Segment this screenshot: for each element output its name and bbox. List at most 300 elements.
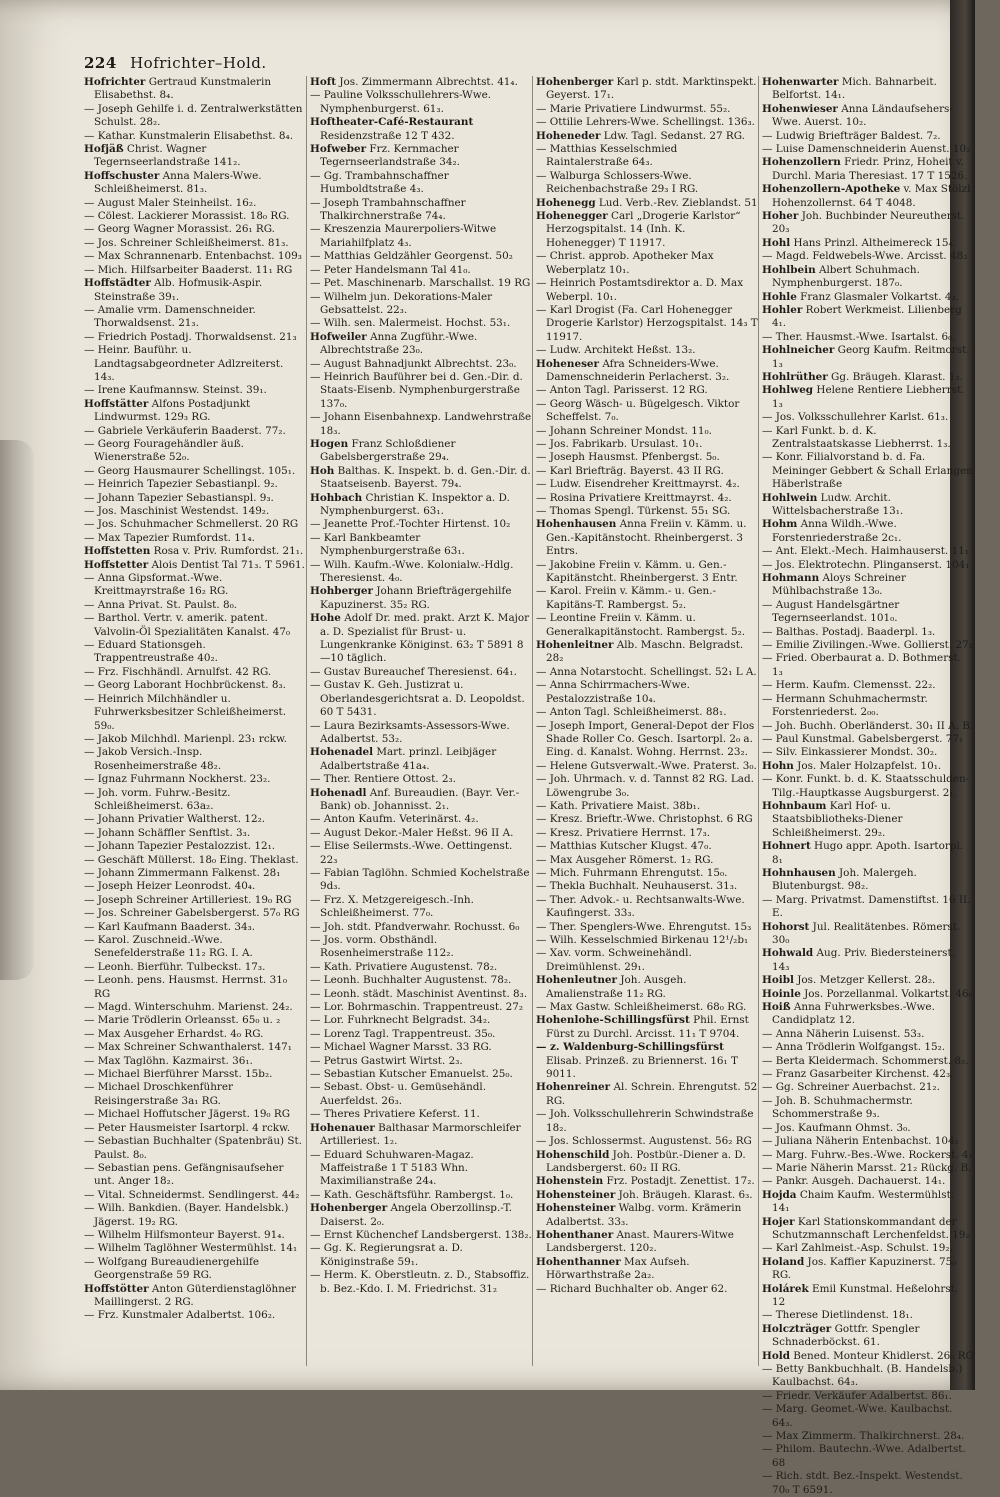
- entry-text: — Joh. vorm. Fuhrw.-Besitz. Schleißheimerst. 63a₂.: [84, 786, 231, 812]
- entry-text: Johann Briefträgergehilfe Kapuzinerst. 35₂ RG.: [320, 585, 512, 611]
- entry-surname: Hohenegg: [536, 196, 596, 209]
- directory-entry: [84, 813, 306, 826]
- entry-text: — Lor. Fuhrknecht Belgradst. 34₂.: [310, 1014, 491, 1027]
- entry-text: Hans Prinzl. Altheimereck 15₄.: [790, 236, 956, 249]
- entry-text: Angela Oberzollinsp.-T. Daiserst. 2₀.: [320, 1202, 513, 1228]
- directory-entry: [762, 411, 974, 424]
- entry-surname: Hohensteiner: [536, 1202, 616, 1215]
- entry-text: Emil Kunstmal. Heßelohrst. 12: [772, 1282, 959, 1308]
- entry-text: — Barthol. Vertr. v. amerik. patent. Valvolin-Öl Spezialitäten Kanalst. 47₀: [84, 612, 291, 638]
- directory-entry: [84, 1001, 306, 1014]
- entry-text: — Geschäft Müllerst. 18₀ Eing. Theklast.: [84, 853, 299, 866]
- entry-text: Alb. Hofmusik-Aspir. Steinstraße 39₁.: [94, 277, 263, 303]
- entry-text: — Marg. Fuhrw.-Bes.-Wwe. Rockerst. 4₃: [762, 1148, 973, 1161]
- directory-entry: [310, 559, 532, 586]
- entry-text: — Eduard Schuhwaren-Magaz. Maffeistraße 1 T 5183 Whn. Maximilianstraße 24₄.: [310, 1148, 474, 1188]
- directory-entry: [310, 532, 532, 559]
- directory-entry: [536, 612, 758, 639]
- entry-text: Jos. Maler Holzapfelst. 10₁.: [793, 759, 942, 772]
- directory-entry: [762, 840, 974, 867]
- directory-entry: [310, 1202, 532, 1229]
- directory-column-3: [536, 76, 758, 1376]
- directory-entry: [762, 1028, 974, 1041]
- entry-text: — Wilh. sen. Malermeist. Hochst. 53₁.: [310, 317, 511, 330]
- entry-text: — Wilh. Bankdien. (Bayer. Handelsbk.) Jägerst. 19₂ RG.: [84, 1202, 289, 1228]
- directory-column-4: [762, 76, 974, 1496]
- directory-entry: [310, 974, 532, 987]
- entry-surname: Hoftheater-Café-Restaurant: [310, 116, 474, 129]
- directory-entry: [536, 1108, 758, 1135]
- entry-text: Phil. Ernst Fürst zu Durchl. Arcisst. 11₁ T 9704.: [546, 1014, 749, 1040]
- directory-entry: [310, 1001, 532, 1014]
- entry-text: — Jos. Kaufmann Ohmst. 3₀.: [762, 1121, 911, 1134]
- entry-text: — Peter Handelsmann Tal 41₀.: [310, 263, 471, 276]
- entry-text: Hugo appr. Apoth. Isartorpl. 8₁: [772, 840, 964, 866]
- entry-text: Robert Werkmeist. Lilienberg 4₁.: [772, 303, 962, 330]
- entry-text: — Jos. Volksschullehrer Karlst. 61₃.: [762, 411, 949, 424]
- directory-entry: [84, 170, 306, 197]
- entry-text: — Irene Kaufmannsw. Steinst. 39₁.: [84, 384, 267, 397]
- entry-text: — Anton Kaufm. Veterinärst. 4₂.: [310, 813, 479, 826]
- directory-entry: [762, 425, 974, 452]
- entry-text: — Fried. Oberbaurat a. D. Bothmerst. 1₃: [762, 652, 961, 678]
- entry-text: v. Max Stölzl Hohenzollernst. 64 T 4048.: [772, 183, 971, 209]
- entry-surname: Hohenadl: [310, 786, 367, 799]
- entry-text: Joh. Malergeh. Blutenburgst. 98₂.: [772, 866, 917, 893]
- entry-text: — Joseph Schreiner Artilleriest. 19₀ RG: [84, 893, 292, 906]
- directory-entry: [84, 237, 306, 250]
- entry-text: Joh. Bräugeh. Klarast. 6₃.: [615, 1188, 753, 1201]
- directory-entry: [762, 331, 974, 344]
- directory-entry: [762, 1430, 974, 1443]
- entry-text: — Jos. Schlossermst. Augustenst. 56₂ RG: [536, 1135, 752, 1148]
- entry-text: — Kath. Geschäftsführ. Rambergst. 1₀.: [310, 1188, 514, 1201]
- entry-text: — Kreszenzia Maurerpoliers-Witwe Mariahilfplatz 4₃.: [310, 223, 497, 249]
- entry-text: — Johann Schreiner Mondst. 11₀.: [536, 424, 712, 437]
- entry-text: — Anton Tagl. Parisserst. 12 RG.: [536, 384, 708, 397]
- entry-text: — Helene Gutsverwalt.-Wwe. Praterst. 3₀.: [536, 759, 757, 772]
- entry-text: — Anna Schirrmachers-Wwe. Pestalozzistraße 10₄.: [536, 679, 690, 705]
- entry-text: — Jos. Fabrikarb. Ursulast. 10₁.: [536, 437, 703, 450]
- directory-entry: [762, 1363, 974, 1390]
- directory-entry: [762, 693, 974, 720]
- entry-surname: — z. Waldenburg-Schillingsfürst: [536, 1041, 724, 1054]
- entry-text: — Lorenz Tagl. Trappentreust. 35₀.: [310, 1027, 496, 1040]
- directory-entry: [762, 639, 974, 652]
- directory-entry: [84, 894, 306, 907]
- entry-text: Jos. Porzellanmal. Volkartst. 46₀: [800, 987, 973, 1000]
- directory-entry: [84, 1055, 306, 1068]
- entry-text: Alfons Postadjunkt Lindwurmst. 129₃ RG.: [94, 397, 251, 424]
- directory-entry: [536, 585, 758, 612]
- entry-surname: Hohnert: [762, 840, 811, 853]
- entry-text: Carl „Drogerie Karlstor“ Herzogspitalst. 14 (Inh. K. Hohenegger) T 11917.: [546, 210, 741, 249]
- entry-surname: Hoheneder: [536, 129, 601, 142]
- entry-text: Alois Dentist Tal 71₃. T 5961.: [148, 558, 305, 571]
- entry-text: — Jos. vorm. Obsthändl. Rosenheimerstraße 112₂.: [310, 934, 454, 960]
- directory-entry: [536, 867, 758, 880]
- directory-entry: [762, 746, 974, 759]
- entry-surname: Hohenzollern-Apotheke: [762, 183, 901, 196]
- directory-entry: [536, 1229, 758, 1256]
- entry-text: Franz Glasmaler Volkartst. 4₃.: [796, 290, 959, 303]
- entry-surname: Hohenleutner: [536, 974, 618, 987]
- entry-text: — Frz. X. Metzgereigesch.-Inh. Schleißheimerst. 77₀.: [310, 893, 474, 920]
- entry-text: — Jeanette Prof.-Tochter Hirtenst. 10₂: [310, 518, 511, 531]
- directory-entry: [536, 492, 758, 505]
- entry-text: — Mich. Hilfsarbeiter Baaderst. 11₁ RG: [84, 263, 293, 276]
- directory-entry: [310, 291, 532, 318]
- directory-entry: [536, 1283, 758, 1296]
- directory-entry: [84, 639, 306, 666]
- entry-text: — Ant. Elekt.-Mech. Haimhauserst. 11₁: [762, 545, 969, 558]
- entry-text: Adolf Dr. med. prakt. Arzt K. Major a. D. Spezialist für Brust- u. Lungenkranke Königinst. 63₂ T 5891 8—10 täglich.: [320, 612, 530, 665]
- entry-text: — Georg Wäsch- u. Bügelgesch. Viktor Scheffelst. 7₀.: [536, 397, 740, 424]
- entry-surname: Hohenstein: [536, 1175, 604, 1188]
- directory-entry: [536, 398, 758, 425]
- directory-entry: [310, 76, 532, 89]
- entry-surname: Hojer: [762, 1215, 795, 1228]
- entry-text: — Joseph Hausmst. Pfenbergst. 5₀.: [536, 451, 720, 464]
- directory-entry: [762, 559, 974, 572]
- entry-text: — Heinr. Bauführ. u. Landtagsabgeordneter Adlzreiterst. 14₃.: [84, 344, 284, 383]
- entry-text: Franz Schloßdiener Gabelsbergerstraße 29₄.: [320, 437, 456, 464]
- directory-entry: [762, 1283, 974, 1310]
- directory-entry: [84, 679, 306, 692]
- directory-entry: [536, 1149, 758, 1176]
- directory-entry: [310, 813, 532, 826]
- entry-text: — Pauline Volksschullehrers-Wwe. Nymphenburgerst. 61₃.: [310, 89, 492, 115]
- entry-text: — Christ. approb. Apotheker Max Weberplatz 10₁.: [536, 250, 714, 276]
- directory-entry: [310, 1068, 532, 1081]
- entry-text: — Gustav Bureauchef Theresienst. 64₁.: [310, 665, 517, 678]
- entry-text: — August Dekor.-Maler Heßst. 96 II A.: [310, 826, 514, 839]
- directory-entry: [84, 559, 306, 572]
- page-header: [84, 54, 267, 72]
- entry-text: — Johann Tapezier Sebastianspl. 9₃.: [84, 491, 274, 504]
- entry-text: — Petrus Gastwirt Wirtst. 2₃.: [310, 1054, 463, 1067]
- directory-entry: [762, 1135, 974, 1148]
- entry-text: — Anna Notarstocht. Schellingst. 52₁ L A.: [536, 665, 757, 678]
- entry-surname: Hohle: [762, 290, 797, 303]
- entry-text: — Georg Fouragehändler äuß. Wienerstraße 52₀.: [84, 437, 244, 464]
- directory-entry: [310, 1014, 532, 1027]
- directory-entry: [536, 894, 758, 921]
- directory-entry: [762, 733, 974, 746]
- directory-entry: [536, 1189, 758, 1202]
- entry-surname: Hohlwein: [762, 491, 818, 504]
- entry-text: — Ottilie Lehrers-Wwe. Schellingst. 136₃.: [536, 116, 755, 129]
- directory-entry: [84, 1081, 306, 1108]
- directory-entry: [762, 344, 974, 371]
- entry-text: — Leontine Freiin v. Kämm. u. Generalkapitänstocht. Rambergst. 5₂.: [536, 612, 746, 638]
- entry-text: — Joseph Gehilfe i. d. Zentralwerkstätten Schulst. 28₂.: [84, 102, 303, 129]
- directory-entry: [762, 291, 974, 304]
- directory-entry: [536, 344, 758, 357]
- directory-entry: [762, 1323, 974, 1350]
- directory-entry: [84, 1283, 306, 1310]
- entry-surname: Hohlweg: [762, 384, 814, 397]
- entry-text: — Gg. Schreiner Auerbachst. 21₂.: [762, 1081, 940, 1094]
- entry-text: Joh. Buchbinder Neureutherst. 20₃: [772, 210, 965, 236]
- entry-surname: Hofweber: [310, 143, 367, 156]
- entry-text: Residenzstraße 12 T 432.: [320, 129, 455, 142]
- directory-entry: [310, 277, 532, 290]
- entry-text: — Luise Damenschneiderin Auenst. 10₂: [762, 143, 971, 156]
- entry-text: — Joh. Uhrmach. v. d. Tannst 82 RG. Lad. Löwengrube 3₀.: [536, 773, 754, 799]
- entry-text: — Max Gastw. Schleißheimerst. 68₀ RG.: [536, 1001, 747, 1014]
- directory-entry: [84, 1309, 306, 1322]
- entry-text: — Wilh. Kaufm.-Wwe. Kolonialw.-Hdlg. Theresienst. 4₀.: [310, 558, 514, 585]
- directory-entry: [310, 250, 532, 263]
- entry-text: — Wilhelm Hilfsmonteur Bayerst. 91₄.: [84, 1228, 285, 1241]
- entry-text: Anna Malers-Wwe. Schleißheimerst. 81₃.: [94, 169, 262, 196]
- entry-text: — Kresz. Brieftr.-Wwe. Christophst. 6 RG: [536, 813, 753, 826]
- entry-text: — August Handelsgärtner Tegernseerlandst. 101₀.: [762, 598, 900, 625]
- entry-text: — Jos. Elektrotechn. Plinganserst. 104₁: [762, 558, 970, 571]
- column-rule: [758, 76, 759, 1366]
- entry-text: — Wolfgang Bureaudienergehilfe Georgenstraße 59 RG.: [84, 1255, 259, 1282]
- entry-text: — Karl Drogist (Fa. Carl Hohenegger Drogerie Karlstor) Herzogspitalst. 14₃ T 11917.: [536, 303, 758, 343]
- directory-entry: [762, 1350, 974, 1363]
- entry-surname: Holczträger: [762, 1322, 832, 1335]
- entry-text: Christian K. Inspektor a. D. Nymphenburgerst. 63₁.: [320, 491, 510, 517]
- directory-entry: [84, 880, 306, 893]
- entry-text: — Thekla Buchhalt. Neuhauserst. 31₃.: [536, 880, 738, 893]
- directory-entry: [84, 733, 306, 746]
- directory-entry: [310, 1229, 532, 1242]
- entry-surname: Hohenzollern: [762, 156, 841, 169]
- entry-text: — Walburga Schlossers-Wwe. Reichenbachstraße 29₃ I RG.: [536, 169, 699, 196]
- directory-entry: [536, 143, 758, 170]
- directory-entry: [762, 156, 974, 183]
- directory-entry: [762, 1470, 974, 1497]
- directory-entry: [310, 612, 532, 666]
- directory-entry: [762, 210, 974, 237]
- entry-surname: Hohnbaum: [762, 799, 827, 812]
- directory-entry: [310, 1269, 532, 1296]
- directory-column-1: [84, 76, 306, 1376]
- entry-text: — Karl Zahlmeist.-Asp. Schulst. 19₂.: [762, 1242, 953, 1255]
- directory-entry: [762, 773, 974, 800]
- directory-entry: [536, 197, 758, 210]
- directory-entry: [310, 143, 532, 170]
- entry-text: — Silv. Einkassierer Mondst. 30₂.: [762, 746, 938, 759]
- binding-shadow: [0, 440, 34, 980]
- directory-entry: [536, 666, 758, 679]
- entry-surname: Hoft: [310, 76, 337, 88]
- entry-text: Georg Kaufm. Reitmorst. 1₃: [772, 344, 970, 370]
- entry-text: — Max Tapezier Rumfordst. 11₄.: [84, 531, 255, 544]
- directory-entry: [310, 223, 532, 250]
- entry-text: — Michael Wagner Marsst. 33 RG.: [310, 1041, 492, 1054]
- directory-entry: [536, 130, 758, 143]
- directory-entry: [536, 800, 758, 813]
- directory-entry: [84, 1229, 306, 1242]
- directory-entry: [536, 934, 758, 947]
- directory-entry: [84, 599, 306, 612]
- entry-text: — Ther. Spenglers-Wwe. Ehrengutst. 15₃: [536, 920, 752, 933]
- entry-text: — Therese Dietlindenst. 18₁.: [762, 1309, 913, 1322]
- directory-entry: [536, 1041, 758, 1081]
- entry-text: Chaim Kaufm. Westermühlst. 14₁: [772, 1188, 955, 1215]
- directory-entry: [84, 1028, 306, 1041]
- entry-surname: Hohenadel: [310, 746, 374, 759]
- entry-surname: Hohwald: [762, 947, 814, 960]
- entry-text: — Hermann Schuhmachermstr. Forstenriederst. 2₀₀.: [762, 692, 928, 719]
- entry-text: — Balthas. Postadj. Baaderpl. 1₃.: [762, 625, 936, 638]
- directory-entry: [310, 492, 532, 519]
- entry-text: — Kath. Privatiere Augustenst. 78₂.: [310, 960, 498, 973]
- entry-text: — Johann Eisenbahnexp. Landwehrstraße 18₃.: [310, 411, 532, 437]
- entry-surname: Hofweiler: [310, 330, 367, 343]
- entry-text: — Magd. Winterschuhm. Marienst. 24₂.: [84, 1001, 293, 1014]
- entry-text: — Franz Gasarbeiter Kirchenst. 42₃.: [762, 1068, 954, 1081]
- directory-entry: [536, 827, 758, 840]
- directory-entry: [536, 974, 758, 1001]
- directory-entry: [762, 183, 974, 210]
- directory-entry: [84, 505, 306, 518]
- directory-entry: [84, 867, 306, 880]
- entry-text: Walbg. vorm. Krämerin Adalbertst. 33₃.: [546, 1202, 742, 1228]
- directory-entry: [310, 867, 532, 894]
- entry-text: — Leonh. pens. Hausmst. Herrnst. 31₀ RG: [84, 974, 288, 1000]
- entry-text: — Max Schreiner Schwanthalerst. 147₁: [84, 1041, 292, 1054]
- entry-text: — Kath. Privatiere Maist. 38b₁.: [536, 799, 701, 812]
- directory-entry: [84, 197, 306, 210]
- running-title: Hofrichter–Hold.: [130, 54, 267, 72]
- entry-text: Gertraud Kunstmalerin Elisabethst. 8₄.: [94, 76, 272, 102]
- directory-entry: [536, 880, 758, 893]
- directory-entry: [762, 1068, 974, 1081]
- entry-text: — Anna Gipsformat.-Wwe. Kreittmayrstraße 16₂ RG.: [84, 572, 229, 598]
- entry-text: — Ignaz Fuhrmann Nockherst. 23₂.: [84, 773, 271, 786]
- directory-entry: [310, 1081, 532, 1108]
- entry-text: — Wilhelm Taglöhner Westermühlst. 14₁: [84, 1242, 298, 1255]
- directory-entry: [536, 1081, 758, 1108]
- entry-text: — Marie Privatiere Lindwurmst. 55₂.: [536, 102, 731, 115]
- directory-entry: [84, 773, 306, 786]
- directory-entry: [536, 384, 758, 397]
- directory-entry: [84, 331, 306, 344]
- directory-entry: [762, 720, 974, 733]
- entry-surname: Hohm: [762, 518, 798, 531]
- entry-surname: Hohenthanner: [536, 1255, 621, 1268]
- column-rule: [306, 76, 307, 1366]
- entry-text: — Betty Bankbuchhalt. (B. Handelsb.) Kaulbachst. 64₃.: [762, 1363, 963, 1389]
- directory-entry: [84, 223, 306, 236]
- directory-entry: [762, 492, 974, 519]
- entry-surname: Hohmann: [762, 572, 820, 585]
- directory-entry: [762, 76, 974, 103]
- entry-text: Jos. Zimmermann Albrechtst. 41₄.: [336, 76, 518, 88]
- directory-entry: [536, 1135, 758, 1148]
- entry-text: — Matthias Kesselschmied Raintalerstraße 64₃.: [536, 143, 678, 169]
- entry-text: — Joseph Trambahnschaffner Thalkirchnerstraße 74₄.: [310, 196, 466, 223]
- directory-entry: [536, 854, 758, 867]
- entry-text: — Karol. Zuschneid.-Wwe. Senefelderstraße 11₂ RG. I. A.: [84, 934, 253, 960]
- directory-entry: [762, 1041, 974, 1054]
- entry-text: Anton Güterdienstaglöhner Maillingerst. 2 RG.: [94, 1282, 297, 1308]
- directory-entry: [536, 1014, 758, 1041]
- entry-surname: Hoffschuster: [84, 169, 160, 182]
- entry-surname: Hoffstetten: [84, 545, 151, 558]
- directory-entry: [762, 599, 974, 626]
- entry-text: — Matthias Kutscher Klugst. 47₀.: [536, 840, 712, 853]
- directory-entry: [536, 438, 758, 451]
- directory-entry: [762, 988, 974, 1001]
- entry-text: — Sebastian Buchhalter (Spatenbräu) St. Paulst. 8₀.: [84, 1135, 302, 1161]
- directory-entry: [536, 170, 758, 197]
- directory-entry: [762, 1055, 974, 1068]
- entry-text: — Philom. Bautechn.-Wwe. Adalbertst. 68: [762, 1443, 966, 1469]
- directory-entry: [84, 492, 306, 505]
- directory-entry: [536, 760, 758, 773]
- directory-entry: [762, 1256, 974, 1283]
- entry-text: — Frz. Fischhändl. Arnulfst. 42 RG.: [84, 665, 272, 678]
- entry-text: — Konr. Filialvorstand b. d. Fa. Meininger Gebbert & Schall Erlangen Häberlstraße: [762, 451, 973, 491]
- entry-text: — Herm. K. Oberstleutn. z. D., Stabsoffiz. b. Bez.-Kdo. I. M. Friedrichst. 31₂: [310, 1269, 530, 1295]
- directory-entry: [84, 1068, 306, 1081]
- entry-text: — Wilhelm jun. Dekorations-Maler Gebsattelst. 22₃.: [310, 290, 493, 316]
- entry-text: — Heinrich Tapezier Sebastianpl. 9₂.: [84, 478, 278, 491]
- directory-entry: [84, 438, 306, 465]
- entry-surname: Hohe: [310, 612, 341, 625]
- entry-text: — Ther. Advok.- u. Rechtsanwalts-Wwe. Kaufingerst. 33₃.: [536, 893, 745, 920]
- entry-text: — Joh. B. Schuhmachermstr. Schommerstraße 9₃.: [762, 1094, 913, 1121]
- directory-entry: [84, 478, 306, 491]
- directory-entry: [84, 961, 306, 974]
- directory-entry: [762, 384, 974, 411]
- entry-text: — Marie Näherin Marsst. 21₂ Rückg. B.: [762, 1161, 972, 1174]
- entry-text: Max Aufseh. Hörwarthstraße 2a₂.: [546, 1255, 690, 1282]
- directory-entry: [84, 1189, 306, 1202]
- directory-entry: [310, 827, 532, 840]
- directory-entry: [84, 130, 306, 143]
- entry-surname: Hohenschild: [536, 1148, 610, 1161]
- entry-text: Anna Ländaufsehers-Wwe. Auerst. 10₂.: [772, 102, 953, 129]
- entry-text: — Peter Hausmeister Isartorpl. 4 rckw.: [84, 1121, 291, 1134]
- entry-surname: Hohenegger: [536, 210, 608, 223]
- directory-entry: [84, 666, 306, 679]
- directory-entry: [762, 264, 974, 291]
- directory-entry: [84, 1108, 306, 1121]
- directory-entry: [310, 666, 532, 679]
- directory-entry: [536, 706, 758, 719]
- directory-entry: [536, 277, 758, 304]
- directory-entry: [84, 746, 306, 773]
- directory-entry: [536, 103, 758, 116]
- entry-text: — Max Zimmerm. Thalkirchnerst. 28₄.: [762, 1430, 965, 1443]
- directory-entry: [762, 1081, 974, 1094]
- entry-text: — Jakob Milchhdl. Marienpl. 23₁ rckw.: [84, 732, 287, 745]
- entry-text: — Theres Privatiere Keferst. 11.: [310, 1108, 480, 1121]
- directory-entry: [310, 371, 532, 411]
- directory-entry: [310, 358, 532, 371]
- entry-text: Anna Fuhrwerksbes.-Wwe. Candidplatz 12.: [772, 1001, 935, 1027]
- entry-surname: Hohler: [762, 303, 803, 316]
- entry-text: — Joseph Import, General-Depot der Flos Shade Roller Co. Gesch. Isartorpl. 2₀ a. Eing. d. Kanalst. Wohng. Herrnst. 23₂.: [536, 719, 755, 759]
- entry-text: Aloys Schreiner Mühlbachstraße 13₀.: [772, 572, 906, 598]
- entry-text: — Rich. stdt. Bez.-Inspekt. Westendst. 70₀ T 6591.: [762, 1470, 963, 1496]
- directory-entry: [536, 773, 758, 800]
- directory-entry: [536, 679, 758, 706]
- entry-text: Helene Rentiere Liebherrst. 1₃: [772, 384, 965, 410]
- directory-entry: [310, 89, 532, 116]
- directory-entry: [536, 1202, 758, 1229]
- directory-entry: [762, 103, 974, 130]
- directory-entry: [84, 693, 306, 733]
